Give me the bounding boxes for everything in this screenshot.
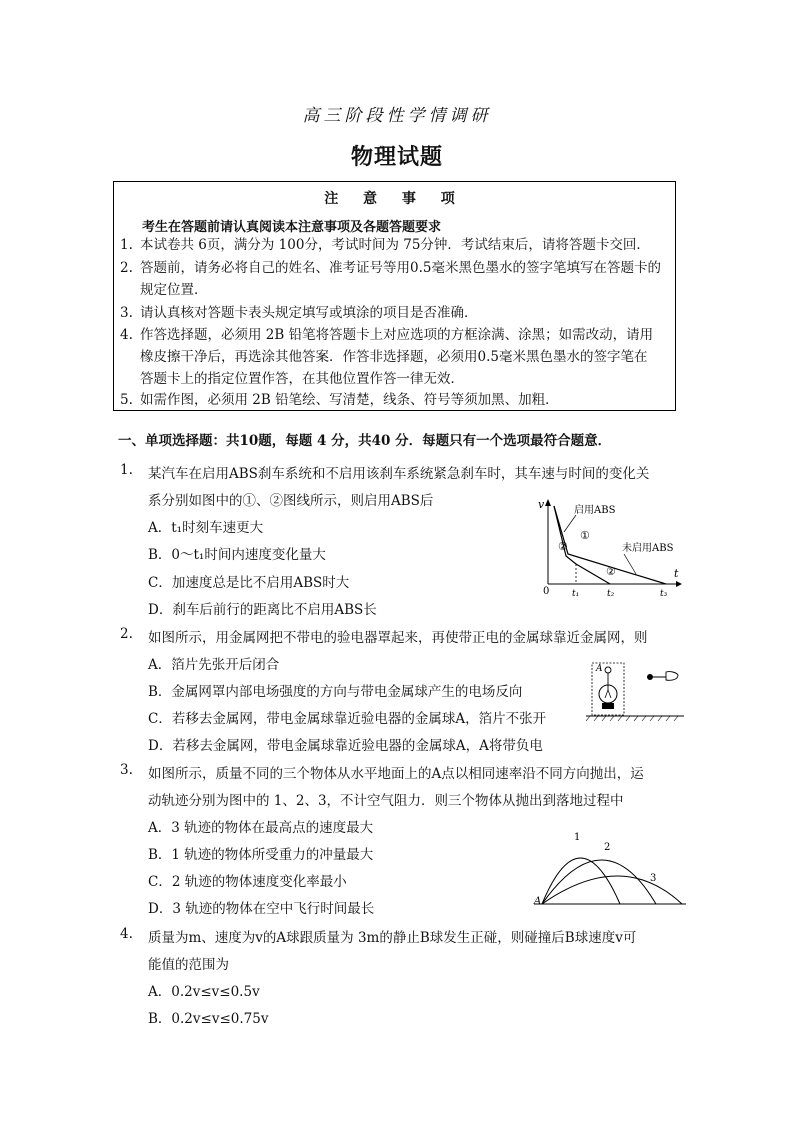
option-c: C．若移去金属网，带电金属球靠近验电器的金属球A，箔片不张开	[148, 711, 547, 727]
option-d: D．刹车后前行的距离比不启用ABS长	[148, 602, 377, 618]
question-number: 3.	[120, 762, 133, 778]
electroscope-base	[602, 703, 614, 709]
v-axis-arrow	[545, 499, 551, 506]
curve-1-label: ①	[580, 529, 590, 542]
notice-item-line: 本试卷共 6页，满分为 100分，考试时间为 75分钟．考试结束后，请将答题卡交回．	[140, 237, 650, 253]
notice-item-line: 答题卡上的指定位置作答，在其他位置作答一律无效．	[140, 371, 464, 387]
label-no-abs-leader	[624, 554, 636, 574]
trajectory-2-label: 2	[604, 842, 611, 853]
option-a: A．0.2v≤v≤0.5v	[148, 984, 260, 1000]
question-number: 4.	[120, 926, 133, 942]
option-b: B．0～t₁时间内速度变化量大	[148, 547, 326, 563]
hand-icon	[666, 672, 678, 681]
trajectory-1	[542, 858, 620, 904]
notice-subtitle: 考生在答题前请认真阅读本注意事项及各题答题要求	[142, 220, 442, 235]
question-number: 1.	[120, 462, 133, 478]
exam-subtitle: 高三阶段性学情调研	[302, 106, 492, 126]
trajectory-2	[542, 860, 656, 904]
ground-hatch	[586, 716, 678, 721]
question-text: 质量为m、速度为v的A球跟质量为 3m的静止B球发生正碰，则碰撞后B球速度v可	[148, 930, 637, 946]
notice-item-num: 1.	[120, 237, 133, 253]
option-d: D．若移去金属网，带电金属球靠近验电器的金属球A，A将带负电	[148, 738, 543, 754]
notice-item-line: 请认真核对答题卡表头规定填写或填涂的项目是否准确．	[140, 305, 478, 321]
notice-item-num: 2.	[120, 260, 133, 276]
question-text: 系分别如图中的①、②图线所示，则启用ABS后	[148, 493, 434, 509]
option-d: D．3 轨迹的物体在空中飞行时间最长	[148, 901, 375, 917]
notice-item	[120, 234, 650, 256]
trajectory-figure	[532, 826, 688, 908]
question-text: 如图所示，质量不同的三个物体从水平地面上的A点以相同速率沿不同方向抛出，运	[148, 766, 644, 782]
notice-item-line: 作答选择题，必须用 2B 铅笔将答题卡上对应选项的方框涂满、涂黑；如需改动，请用	[140, 327, 654, 343]
foil-left	[605, 690, 608, 698]
question-text: 动轨迹分别为图中的 1、2、3，不计空气阻力．则三个物体从抛出到落地过程中	[148, 793, 624, 809]
t-axis-label: t	[674, 567, 679, 580]
option-b: B．金属网罩内部电场强度的方向与带电金属球产生的电场反向	[148, 684, 523, 700]
t-axis-arrow	[676, 581, 682, 587]
notice-item	[120, 302, 478, 324]
option-c: C．加速度总是比不启用ABS时大	[148, 575, 350, 591]
exam-title: 物理试题	[350, 144, 443, 170]
option-a: A．t₁时刻车速更大	[148, 520, 264, 536]
question-text: 如图所示，用金属网把不带电的验电器罩起来，再使带正电的金属球靠近金属网，则	[148, 630, 648, 646]
option-c: C．2 轨迹的物体速度变化率最小	[148, 874, 347, 890]
notice-box	[113, 181, 676, 411]
metal-ball-a	[605, 667, 611, 673]
notice-item-num: 4.	[120, 327, 133, 343]
notice-item-num: 3.	[120, 305, 133, 321]
question-text: 能值的范围为	[148, 957, 229, 973]
notice-title: 注 意 事 项	[324, 191, 465, 207]
label-a: A	[596, 664, 603, 674]
trajectory-1-label: 1	[574, 832, 581, 843]
electroscope-figure	[586, 658, 686, 724]
vt-graph-figure	[536, 494, 684, 600]
label-abs-leader	[564, 515, 576, 532]
question-number: 2.	[120, 626, 133, 642]
notice-item-line: 答题前，请务必将自己的姓名、准考证号等用0.5毫米黑色墨水的签字笔填写在答题卡的	[140, 260, 661, 276]
notice-item-line: 规定位置．	[140, 282, 208, 298]
foil-right	[608, 690, 611, 698]
notice-item	[120, 257, 661, 279]
label-abs: 启用ABS	[574, 505, 616, 516]
option-b: B．0.2v≤v≤0.75v	[148, 1011, 269, 1027]
curve-2-label-right: ②	[606, 565, 616, 578]
tick-t2: t₂	[607, 589, 615, 599]
origin-label: 0	[543, 586, 550, 597]
section-heading: 一、单项选择题：共10题，每题 4 分，共40 分．每题只有一个选项最符合题意．	[118, 433, 612, 449]
label-no-abs: 未启用ABS	[622, 543, 674, 554]
tick-t3: t₃	[660, 589, 668, 599]
charged-ball	[647, 674, 653, 680]
option-b: B．1 轨迹的物体所受重力的冲量最大	[148, 847, 374, 863]
notice-item-num: 5.	[120, 392, 133, 408]
option-a: A．箔片先张开后闭合	[148, 657, 280, 673]
trajectory-3-label: 3	[650, 873, 657, 884]
tick-t1: t₁	[572, 589, 580, 599]
option-a: A．3 轨迹的物体在最高点的速度最大	[148, 820, 374, 836]
notice-item-line: 如需作图，必须用 2B 铅笔绘、写清楚，线条、符号等须加黑、加粗．	[140, 392, 559, 408]
notice-item-line: 橡皮擦干净后，再选涂其他答案．作答非选择题，必须用0.5毫米黑色墨水的签字笔在	[140, 349, 648, 365]
trajectory-3	[542, 876, 682, 904]
v-axis-label: v	[538, 498, 545, 511]
point-a-label: A	[534, 896, 542, 907]
curve-2-label: ②	[558, 540, 568, 553]
notice-item	[120, 324, 654, 346]
notice-item	[120, 389, 559, 411]
question-text: 某汽车在启用ABS刹车系统和不启用该刹车系统紧急刹车时，其车速与时间的变化关	[148, 466, 650, 482]
